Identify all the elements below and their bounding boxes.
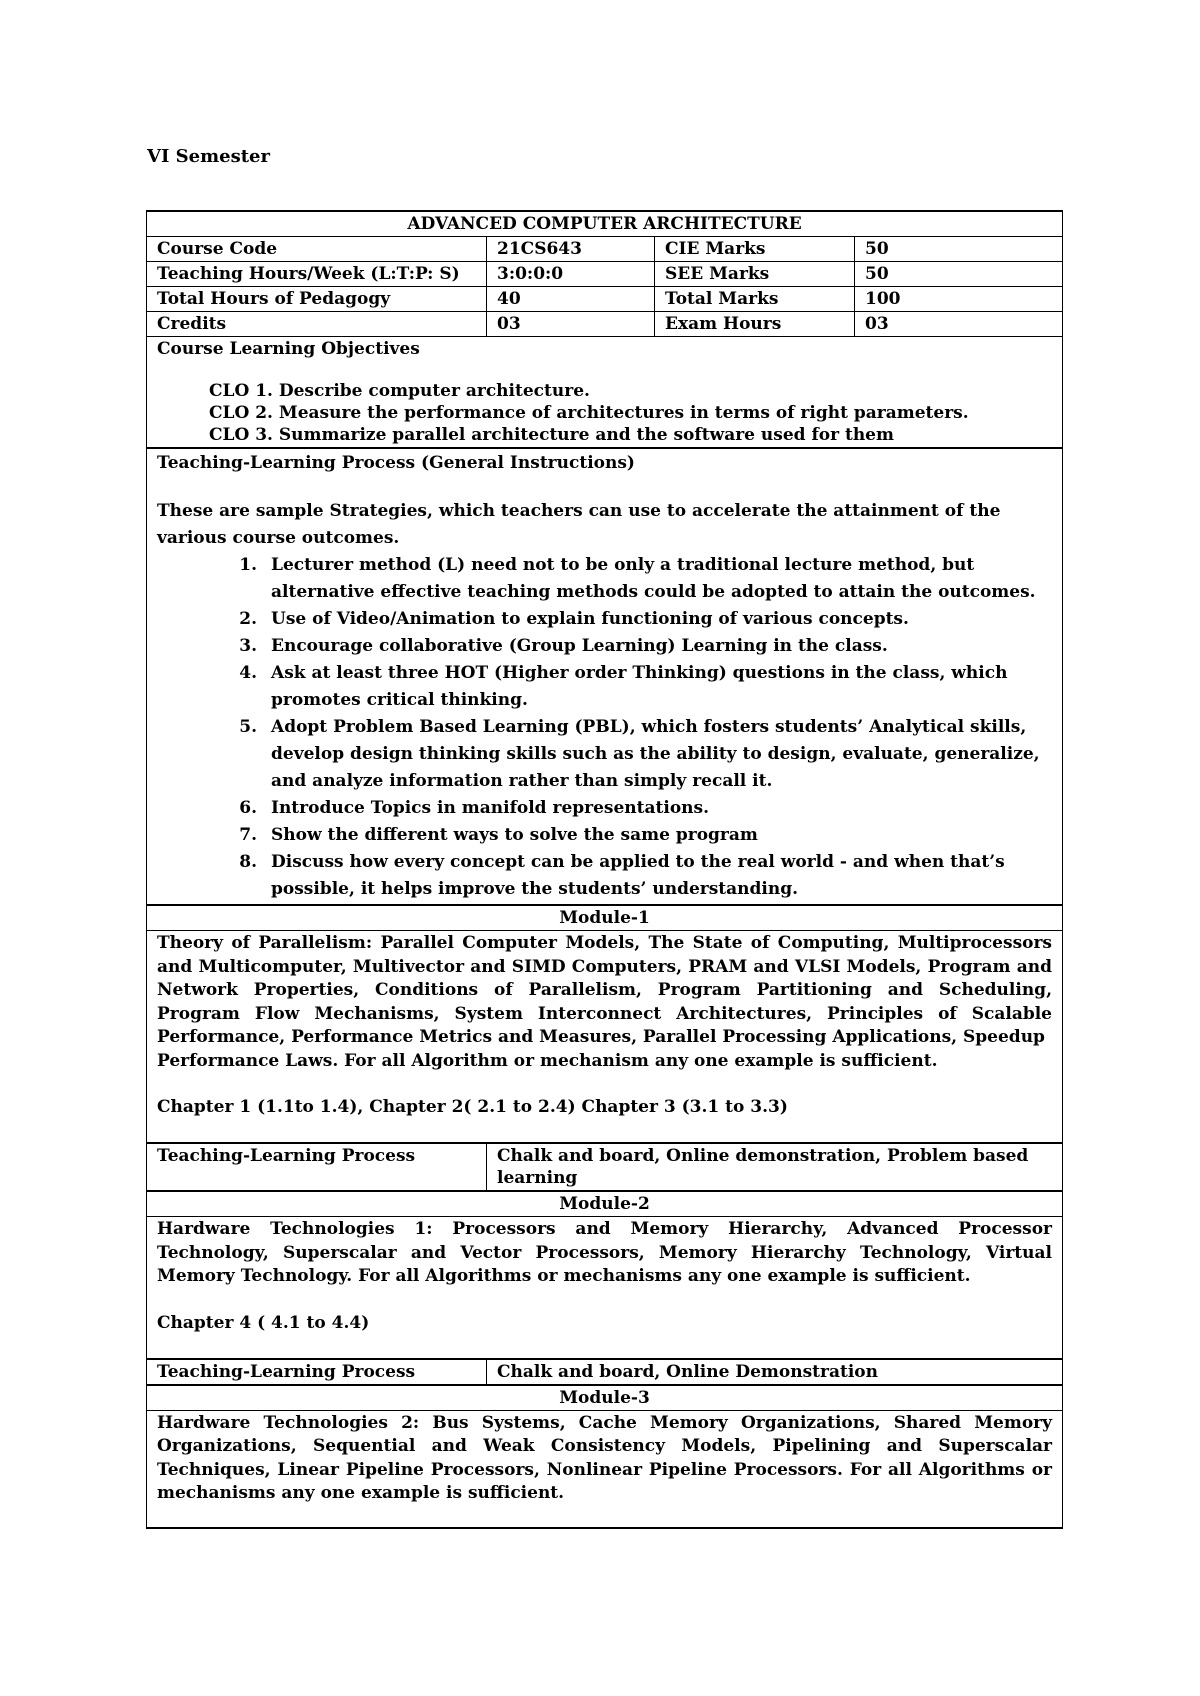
module-content [147, 1217, 1063, 1359]
course-title-row [147, 211, 1063, 237]
list-item: 8. Discuss how every concept can be applied to the real world - and when that’s possible, it helps improve the students’ understanding. [239, 852, 1005, 899]
row-label: CIE Marks [655, 237, 855, 262]
module-1-content-row [147, 931, 1063, 1144]
row-label: Credits [147, 312, 487, 337]
module-2-title-row [147, 1191, 1063, 1217]
list-item: 1. Lecturer method (L) need not to be only a traditional lecture method, but alternative effective teaching methods could be adopted to attain the outcomes. [239, 555, 1036, 602]
module-1-tlp-row [147, 1143, 1063, 1191]
course-row [147, 287, 1063, 312]
module-3-title-row [147, 1385, 1063, 1411]
list-item: 4. Ask at least three HOT (Higher order Thinking) questions in the class, which promotes critical thinking. [239, 663, 1008, 710]
course-row [147, 237, 1063, 262]
row-value: 100 [855, 287, 1063, 312]
row-label: Course Code [147, 237, 487, 262]
objectives-cell [147, 337, 1063, 449]
objectives-heading: Course Learning Objectives [157, 339, 420, 359]
tlp-label: Teaching-Learning Process [147, 1143, 487, 1191]
tlp-value: Chalk and board, Online Demonstration [487, 1359, 1063, 1385]
module-text: Hardware Technologies 1: Processors and Memory Hierarchy, Advanced Processor Technology, Superscalar and Vector Processors, Memory Hierarchy Technology, Virtual Memory Technology. For all Algorithms or mechanisms any one example is sufficient. [157, 1219, 1052, 1286]
module-text: Theory of Parallelism: Parallel Computer Models, The State of Computing, Multiprocessors and Multicomputer, Multivector and SIMD Computers, PRAM and VLSI Models, Program and Network Properties, Conditions of Parallelism, Program Partitioning and Scheduling, Program Flow Mechanisms, System Interconnect Architectures, Principles of Scalable Performance, Performance Metrics and Measures, Parallel Processing Applications, Speedup [157, 933, 1052, 1047]
module-chapters: Chapter 4 ( 4.1 to 4.4) [157, 1312, 370, 1333]
objectives-list [209, 380, 1052, 446]
objectives-row [147, 337, 1063, 449]
module-1-title-row [147, 905, 1063, 931]
tlp-intro: These are sample Strategies, which teachers can use to accelerate the attainment of the various course outcomes. [157, 501, 1001, 548]
tlp-heading: Teaching-Learning Process (General Instructions) [157, 453, 635, 473]
tlp-row [147, 448, 1063, 905]
list-item: 7. Show the different ways to solve the same program [239, 825, 758, 845]
list-item: CLO 2. Measure the performance of architectures in terms of right parameters. [209, 403, 969, 423]
module-text: Performance Laws. For all Algorithm or mechanism any one example is sufficient. [157, 1050, 938, 1071]
row-label: Total Hours of Pedagogy [147, 287, 487, 312]
row-value: 03 [487, 312, 655, 337]
module-2-tlp-row [147, 1359, 1063, 1385]
row-value: 3:0:0:0 [487, 262, 655, 287]
row-label: Total Marks [655, 287, 855, 312]
row-label: Exam Hours [655, 312, 855, 337]
row-label: Teaching Hours/Week (L:T:P: S) [147, 262, 487, 287]
tlp-cell [147, 448, 1063, 905]
module-content [147, 1410, 1063, 1528]
module-title: Module-2 [147, 1191, 1063, 1217]
course-title: ADVANCED COMPUTER ARCHITECTURE [147, 211, 1063, 237]
list-item: CLO 1. Describe computer architecture. [209, 381, 590, 401]
syllabus-table [146, 210, 1063, 1529]
module-content [147, 931, 1063, 1144]
module-2-content-row [147, 1217, 1063, 1359]
list-item: 6. Introduce Topics in manifold representations. [239, 798, 710, 818]
module-3-content-row [147, 1410, 1063, 1528]
tlp-list [157, 552, 1052, 903]
row-value: 50 [855, 262, 1063, 287]
module-title: Module-1 [147, 905, 1063, 931]
row-value: 50 [855, 237, 1063, 262]
tlp-label: Teaching-Learning Process [147, 1359, 487, 1385]
module-chapters: Chapter 1 (1.1to 1.4), Chapter 2( 2.1 to 2.4) Chapter 3 (3.1 to 3.3) [157, 1097, 788, 1117]
row-label: SEE Marks [655, 262, 855, 287]
row-value: 40 [487, 287, 655, 312]
course-row [147, 262, 1063, 287]
module-title: Module-3 [147, 1385, 1063, 1411]
semester-label: VI Semester [147, 146, 270, 167]
list-item: 2. Use of Video/Animation to explain functioning of various concepts. [239, 609, 909, 629]
list-item: 5. Adopt Problem Based Learning (PBL), which fosters students’ Analytical skills, develop design thinking skills such as the ability to design, evaluate, generalize, and analyze information rather than simply recall it. [239, 717, 1040, 791]
list-item: CLO 3. Summarize parallel architecture and the software used for them [209, 425, 894, 445]
tlp-value: Chalk and board, Online demonstration, Problem based learning [487, 1143, 1063, 1191]
list-item: 3. Encourage collaborative (Group Learning) Learning in the class. [239, 636, 888, 656]
course-row [147, 312, 1063, 337]
row-value: 21CS643 [487, 237, 655, 262]
row-value: 03 [855, 312, 1063, 337]
module-text: Hardware Technologies 2: Bus Systems, Cache Memory Organizations, Shared Memory Organizations, Sequential and Weak Consistency Models, Pipelining and Superscalar Techniques, Linear Pipeline Processors, Nonlinear Pipeline Processors. For all Algorithms or mechanisms any one example is sufficient. [157, 1412, 1052, 1503]
